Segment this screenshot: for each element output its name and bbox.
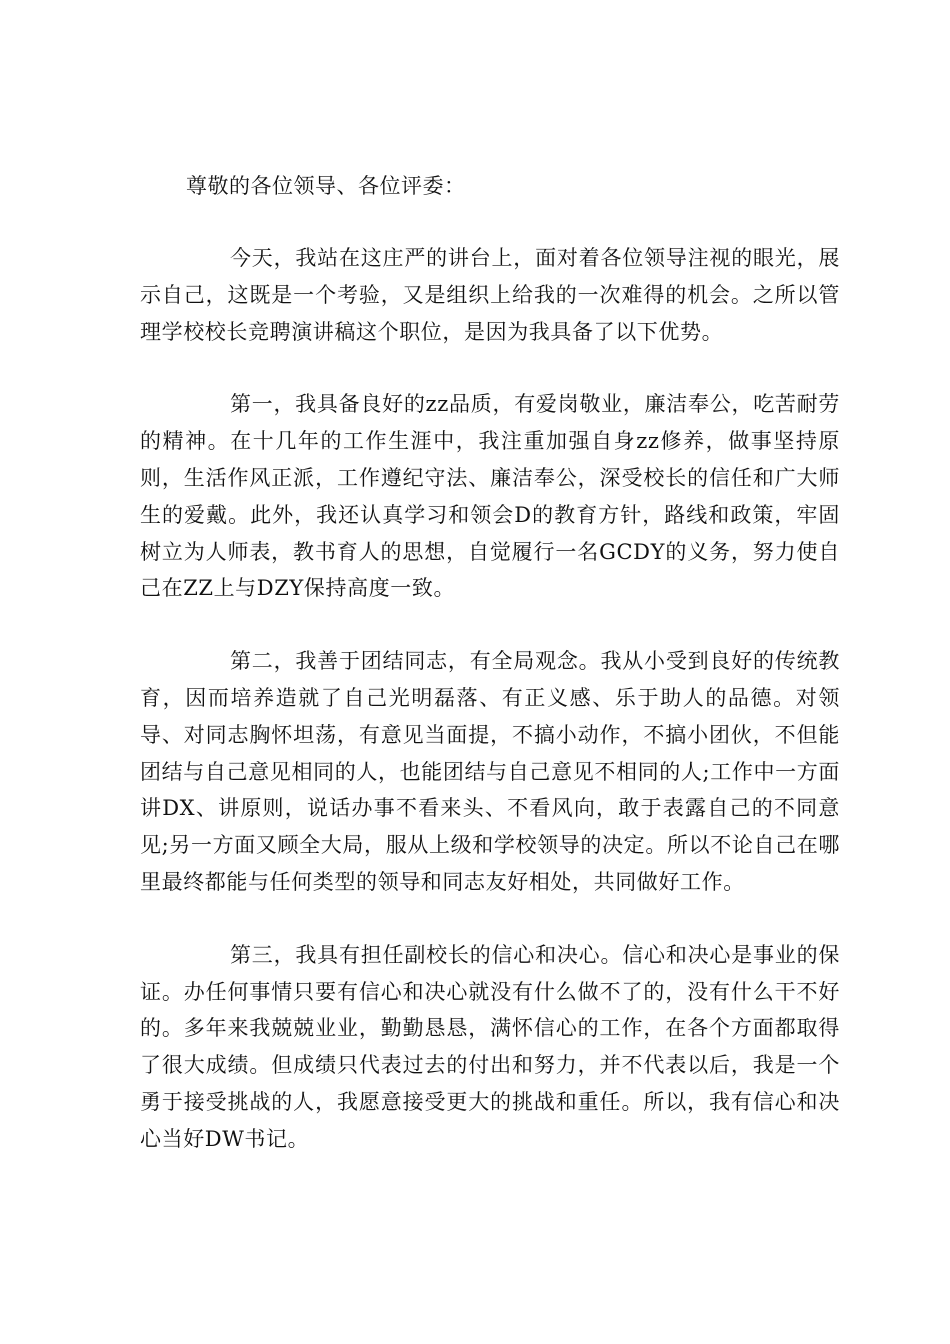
- paragraph-intro: 今天，我站在这庄严的讲台上，面对着各位领导注视的眼光，展示自己，这既是一个考验，又是组织上给我的一次难得的机会。之所以管理学校校长竞聘演讲稿这个职位，是因为我具备了以下优势。: [140, 246, 840, 344]
- salutation: 尊敬的各位领导、各位评委：: [186, 174, 466, 198]
- document-page: [140, 168, 840, 1194]
- paragraph-second-point: 第二，我善于团结同志，有全局观念。我从小受到良好的传统教育，因而培养造就了自己光明磊落、有正义感、乐于助人的品德。对领导、对同志胸怀坦荡，有意见当面提，不搞小动作，不搞小团伙，不但能团结与自己意见相同的人，也能团结与自己意见不相同的人;工作中一方面讲DX、讲原则，说话办事不看来头、不看风向，敢于表露自己的不同意见;另一方面又顾全大局，服从上级和学校领导的决定。所以不论自己在哪里最终都能与任何类型的领导和同志友好相处，共同做好工作。: [140, 649, 840, 894]
- paragraph-first-point: 第一，我具备良好的zz品质，有爱岗敬业，廉洁奉公，吃苦耐劳的精神。在十几年的工作生涯中，我注重加强自身zz修养，做事坚持原则，生活作风正派，工作遵纪守法、廉洁奉公，深受校长的信任和广大师生的爱戴。此外，我还认真学习和领会D的教育方针，路线和政策，牢固树立为人师表，教书育人的思想，自觉履行一名GCDY的义务，努力使自己在ZZ上与DZY保持高度一致。: [140, 392, 840, 601]
- paragraph-third-point: 第三，我具有担任副校长的信心和决心。信心和决心是事业的保证。办任何事情只要有信心和决心就没有什么做不了的，没有什么干不好的。多年来我兢兢业业，勤勤恳恳，满怀信心的工作，在各个方面都取得了很大成绩。但成绩只代表过去的付出和努力，并不代表以后，我是一个勇于接受挑战的人，我愿意接受更大的挑战和重任。所以，我有信心和决心当好DW书记。: [140, 942, 840, 1151]
